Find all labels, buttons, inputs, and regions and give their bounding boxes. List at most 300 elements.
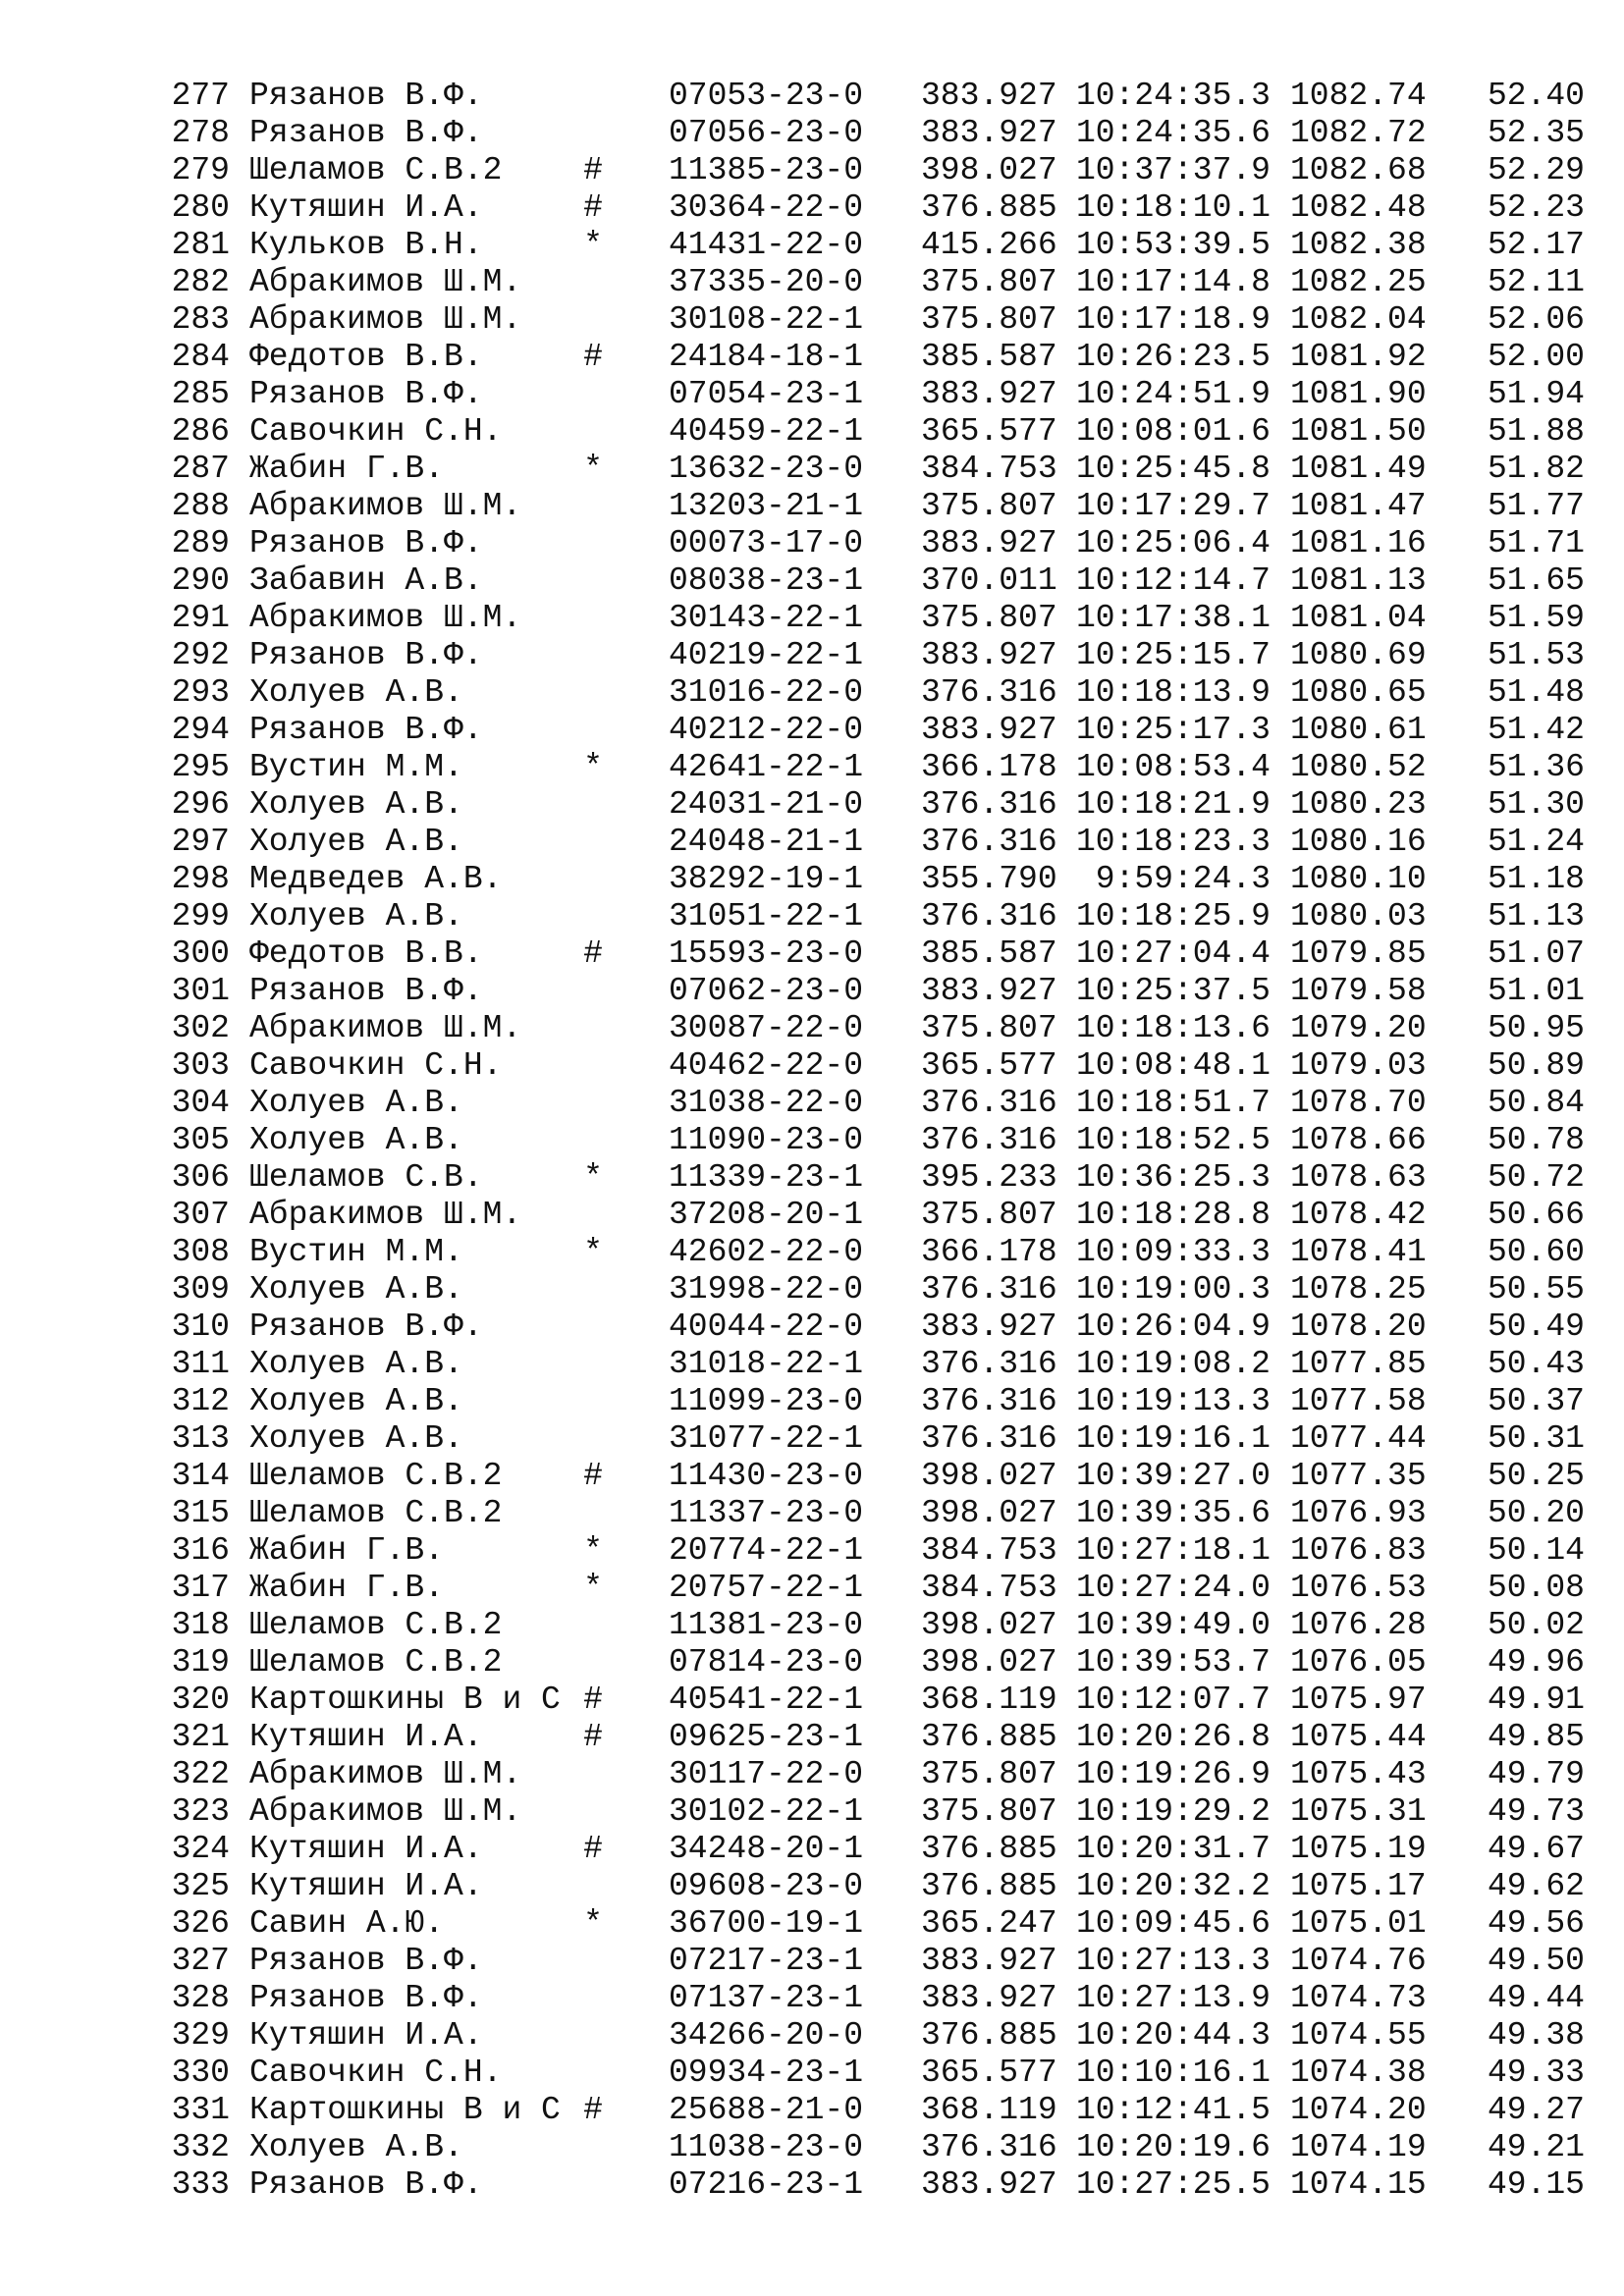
owner-name: Вустин М.М.	[249, 749, 463, 785]
ring-number: 31016-22-0	[669, 674, 864, 711]
distance-km: 383.927	[921, 525, 1057, 561]
place-number: 311	[171, 1346, 230, 1382]
owner-name: Холуев А.В.	[249, 1085, 463, 1121]
arrival-time: 10:09:45.6	[1075, 1905, 1271, 1942]
arrival-time: 10:39:35.6	[1075, 1495, 1271, 1531]
owner-name: Абракимов Ш.М.	[249, 301, 522, 338]
ring-number: 20774-22-1	[669, 1532, 864, 1569]
place-number: 296	[171, 786, 230, 823]
speed-value: 1081.47	[1290, 488, 1427, 524]
coefficient: 49.50	[1487, 1943, 1585, 1979]
place-number: 303	[171, 1047, 230, 1084]
speed-value: 1078.42	[1290, 1197, 1427, 1233]
owner-name: Рязанов В.Ф.	[249, 1980, 483, 2016]
coefficient: 51.59	[1487, 600, 1585, 636]
place-number: 328	[171, 1980, 230, 2016]
place-number: 281	[171, 227, 230, 263]
speed-value: 1077.44	[1290, 1420, 1427, 1457]
place-number: 315	[171, 1495, 230, 1531]
arrival-time: 10:25:45.8	[1075, 451, 1271, 487]
speed-value: 1082.48	[1290, 189, 1427, 226]
ring-number: 25688-21-0	[669, 2092, 864, 2128]
distance-km: 385.587	[921, 339, 1057, 375]
speed-value: 1080.03	[1290, 898, 1427, 934]
owner-name: Рязанов В.Ф.	[249, 376, 483, 412]
marker-symbol: #	[583, 2092, 603, 2128]
speed-value: 1079.85	[1290, 935, 1427, 972]
marker-symbol: *	[583, 1532, 603, 1569]
ring-number: 37335-20-0	[669, 264, 864, 300]
arrival-time: 10:08:01.6	[1075, 413, 1271, 450]
coefficient: 50.84	[1487, 1085, 1585, 1121]
distance-km: 395.233	[921, 1159, 1057, 1196]
ring-number: 07137-23-1	[669, 1980, 864, 2016]
ring-number: 07054-23-1	[669, 376, 864, 412]
owner-name: Шеламов С.В.2	[249, 1607, 503, 1643]
place-number: 333	[171, 2166, 230, 2203]
owner-name: Шеламов С.В.2	[249, 1495, 503, 1531]
distance-km: 385.587	[921, 935, 1057, 972]
owner-name: Савочкин С.Н.	[249, 413, 503, 450]
place-number: 286	[171, 413, 230, 450]
speed-value: 1075.19	[1290, 1831, 1427, 1867]
distance-km: 383.927	[921, 1943, 1057, 1979]
coefficient: 49.73	[1487, 1793, 1585, 1830]
owner-name: Абракимов Ш.М.	[249, 488, 522, 524]
speed-value: 1077.58	[1290, 1383, 1427, 1419]
distance-km: 376.885	[921, 1868, 1057, 1904]
coefficient: 51.36	[1487, 749, 1585, 785]
owner-name: Кутяшин И.А.	[249, 1719, 483, 1755]
distance-km: 376.316	[921, 1383, 1057, 1419]
ring-number: 15593-23-0	[669, 935, 864, 972]
owner-name: Медведев А.В.	[249, 861, 503, 897]
coefficient: 51.71	[1487, 525, 1585, 561]
owner-name: Абракимов Ш.М.	[249, 1010, 522, 1046]
ring-number: 07053-23-0	[669, 78, 864, 114]
coefficient: 50.78	[1487, 1122, 1585, 1158]
arrival-time: 10:19:26.9	[1075, 1756, 1271, 1792]
marker-symbol: #	[583, 1831, 603, 1867]
arrival-time: 10:18:51.7	[1075, 1085, 1271, 1121]
ring-number: 40462-22-0	[669, 1047, 864, 1084]
arrival-time: 10:18:10.1	[1075, 189, 1271, 226]
speed-value: 1081.49	[1290, 451, 1427, 487]
speed-value: 1080.52	[1290, 749, 1427, 785]
arrival-time: 10:19:29.2	[1075, 1793, 1271, 1830]
distance-km: 376.316	[921, 786, 1057, 823]
speed-value: 1079.03	[1290, 1047, 1427, 1084]
distance-km: 376.316	[921, 1085, 1057, 1121]
arrival-time: 10:39:49.0	[1075, 1607, 1271, 1643]
arrival-time: 10:18:25.9	[1075, 898, 1271, 934]
marker-symbol: *	[583, 1234, 603, 1270]
ring-number: 31018-22-1	[669, 1346, 864, 1382]
speed-value: 1078.63	[1290, 1159, 1427, 1196]
speed-value: 1074.55	[1290, 2017, 1427, 2054]
ring-number: 40541-22-1	[669, 1682, 864, 1718]
ring-number: 30143-22-1	[669, 600, 864, 636]
owner-name: Холуев А.В.	[249, 1122, 463, 1158]
marker-symbol: *	[583, 1570, 603, 1606]
arrival-time: 10:17:14.8	[1075, 264, 1271, 300]
marker-symbol: *	[583, 451, 603, 487]
coefficient: 51.07	[1487, 935, 1585, 972]
distance-km: 375.807	[921, 600, 1057, 636]
coefficient: 49.62	[1487, 1868, 1585, 1904]
speed-value: 1074.38	[1290, 2055, 1427, 2091]
arrival-time: 10:27:13.3	[1075, 1943, 1271, 1979]
distance-km: 376.885	[921, 189, 1057, 226]
place-number: 283	[171, 301, 230, 338]
arrival-time: 10:24:35.6	[1075, 115, 1271, 151]
ring-number: 31051-22-1	[669, 898, 864, 934]
speed-value: 1074.15	[1290, 2166, 1427, 2203]
owner-name: Кутяшин И.А.	[249, 1831, 483, 1867]
owner-name: Шеламов С.В.2	[249, 1458, 503, 1494]
ring-number: 20757-22-1	[669, 1570, 864, 1606]
arrival-time: 10:20:32.2	[1075, 1868, 1271, 1904]
arrival-time: 10:12:14.7	[1075, 562, 1271, 599]
arrival-time: 10:12:07.7	[1075, 1682, 1271, 1718]
speed-value: 1078.70	[1290, 1085, 1427, 1121]
distance-km: 375.807	[921, 1793, 1057, 1830]
coefficient: 52.11	[1487, 264, 1585, 300]
coefficient: 49.79	[1487, 1756, 1585, 1792]
owner-name: Жабин Г.В.	[249, 451, 445, 487]
speed-value: 1074.73	[1290, 1980, 1427, 2016]
place-number: 297	[171, 824, 230, 860]
arrival-time: 10:18:13.9	[1075, 674, 1271, 711]
distance-km: 376.316	[921, 2129, 1057, 2165]
coefficient: 50.43	[1487, 1346, 1585, 1382]
ring-number: 00073-17-0	[669, 525, 864, 561]
owner-name: Кутяшин И.А.	[249, 189, 483, 226]
place-number: 290	[171, 562, 230, 599]
ring-number: 24184-18-1	[669, 339, 864, 375]
place-number: 323	[171, 1793, 230, 1830]
owner-name: Шеламов С.В.	[249, 1159, 483, 1196]
arrival-time: 10:24:51.9	[1075, 376, 1271, 412]
arrival-time: 10:39:27.0	[1075, 1458, 1271, 1494]
place-number: 280	[171, 189, 230, 226]
place-number: 279	[171, 152, 230, 188]
place-number: 293	[171, 674, 230, 711]
distance-km: 376.316	[921, 1271, 1057, 1308]
coefficient: 49.85	[1487, 1719, 1585, 1755]
owner-name: Шеламов С.В.2	[249, 1644, 503, 1681]
arrival-time: 10:20:31.7	[1075, 1831, 1271, 1867]
ring-number: 30117-22-0	[669, 1756, 864, 1792]
distance-km: 355.790	[921, 861, 1057, 897]
marker-symbol: *	[583, 1905, 603, 1942]
arrival-time: 9:59:24.3	[1095, 861, 1271, 897]
arrival-time: 10:27:24.0	[1075, 1570, 1271, 1606]
distance-km: 368.119	[921, 2092, 1057, 2128]
place-number: 331	[171, 2092, 230, 2128]
arrival-time: 10:36:25.3	[1075, 1159, 1271, 1196]
distance-km: 383.927	[921, 1308, 1057, 1345]
speed-value: 1076.28	[1290, 1607, 1427, 1643]
arrival-time: 10:24:35.3	[1075, 78, 1271, 114]
distance-km: 383.927	[921, 1980, 1057, 2016]
speed-value: 1078.41	[1290, 1234, 1427, 1270]
speed-value: 1075.43	[1290, 1756, 1427, 1792]
owner-name: Савочкин С.Н.	[249, 1047, 503, 1084]
arrival-time: 10:17:38.1	[1075, 600, 1271, 636]
arrival-time: 10:08:53.4	[1075, 749, 1271, 785]
ring-number: 11381-23-0	[669, 1607, 864, 1643]
place-number: 294	[171, 712, 230, 748]
distance-km: 398.027	[921, 1644, 1057, 1681]
marker-symbol: *	[583, 227, 603, 263]
speed-value: 1077.85	[1290, 1346, 1427, 1382]
place-number: 309	[171, 1271, 230, 1308]
owner-name: Холуев А.В.	[249, 786, 463, 823]
arrival-time: 10:09:33.3	[1075, 1234, 1271, 1270]
arrival-time: 10:19:16.1	[1075, 1420, 1271, 1457]
speed-value: 1082.74	[1290, 78, 1427, 114]
coefficient: 50.60	[1487, 1234, 1585, 1270]
distance-km: 376.316	[921, 824, 1057, 860]
distance-km: 370.011	[921, 562, 1057, 599]
marker-symbol: #	[583, 189, 603, 226]
ring-number: 13203-21-1	[669, 488, 864, 524]
arrival-time: 10:27:18.1	[1075, 1532, 1271, 1569]
distance-km: 383.927	[921, 973, 1057, 1009]
distance-km: 366.178	[921, 749, 1057, 785]
ring-number: 34248-20-1	[669, 1831, 864, 1867]
speed-value: 1074.20	[1290, 2092, 1427, 2128]
distance-km: 383.927	[921, 376, 1057, 412]
owner-name: Холуев А.В.	[249, 674, 463, 711]
arrival-time: 10:25:15.7	[1075, 637, 1271, 673]
marker-symbol: #	[583, 152, 603, 188]
coefficient: 50.49	[1487, 1308, 1585, 1345]
place-number: 314	[171, 1458, 230, 1494]
coefficient: 50.25	[1487, 1458, 1585, 1494]
ring-number: 40459-22-1	[669, 413, 864, 450]
owner-name: Холуев А.В.	[249, 824, 463, 860]
distance-km: 375.807	[921, 1197, 1057, 1233]
speed-value: 1081.13	[1290, 562, 1427, 599]
distance-km: 368.119	[921, 1682, 1057, 1718]
place-number: 291	[171, 600, 230, 636]
coefficient: 51.82	[1487, 451, 1585, 487]
coefficient: 50.95	[1487, 1010, 1585, 1046]
owner-name: Кутяшин И.А.	[249, 1868, 483, 1904]
place-number: 282	[171, 264, 230, 300]
coefficient: 51.65	[1487, 562, 1585, 599]
owner-name: Холуев А.В.	[249, 1420, 463, 1457]
distance-km: 415.266	[921, 227, 1057, 263]
place-number: 285	[171, 376, 230, 412]
ring-number: 37208-20-1	[669, 1197, 864, 1233]
arrival-time: 10:18:21.9	[1075, 786, 1271, 823]
speed-value: 1080.23	[1290, 786, 1427, 823]
owner-name: Рязанов В.Ф.	[249, 115, 483, 151]
arrival-time: 10:17:29.7	[1075, 488, 1271, 524]
distance-km: 398.027	[921, 152, 1057, 188]
ring-number: 30087-22-0	[669, 1010, 864, 1046]
owner-name: Абракимов Ш.М.	[249, 264, 522, 300]
place-number: 295	[171, 749, 230, 785]
arrival-time: 10:10:16.1	[1075, 2055, 1271, 2091]
arrival-time: 10:18:23.3	[1075, 824, 1271, 860]
ring-number: 34266-20-0	[669, 2017, 864, 2054]
coefficient: 49.56	[1487, 1905, 1585, 1942]
owner-name: Холуев А.В.	[249, 898, 463, 934]
ring-number: 13632-23-0	[669, 451, 864, 487]
place-number: 319	[171, 1644, 230, 1681]
marker-symbol: #	[583, 1719, 603, 1755]
speed-value: 1077.35	[1290, 1458, 1427, 1494]
speed-value: 1074.19	[1290, 2129, 1427, 2165]
ring-number: 09608-23-0	[669, 1868, 864, 1904]
coefficient: 51.30	[1487, 786, 1585, 823]
ring-number: 07814-23-0	[669, 1644, 864, 1681]
owner-name: Кутяшин И.А.	[249, 2017, 483, 2054]
coefficient: 49.38	[1487, 2017, 1585, 2054]
arrival-time: 10:18:28.8	[1075, 1197, 1271, 1233]
arrival-time: 10:27:04.4	[1075, 935, 1271, 972]
arrival-time: 10:20:44.3	[1075, 2017, 1271, 2054]
ring-number: 30102-22-1	[669, 1793, 864, 1830]
place-number: 287	[171, 451, 230, 487]
speed-value: 1076.53	[1290, 1570, 1427, 1606]
coefficient: 50.37	[1487, 1383, 1585, 1419]
ring-number: 11038-23-0	[669, 2129, 864, 2165]
owner-name: Жабин Г.В.	[249, 1532, 445, 1569]
coefficient: 49.15	[1487, 2166, 1585, 2203]
owner-name: Забавин А.В.	[249, 562, 483, 599]
ring-number: 07217-23-1	[669, 1943, 864, 1979]
distance-km: 383.927	[921, 2166, 1057, 2203]
place-number: 292	[171, 637, 230, 673]
coefficient: 52.00	[1487, 339, 1585, 375]
speed-value: 1075.97	[1290, 1682, 1427, 1718]
arrival-time: 10:26:23.5	[1075, 339, 1271, 375]
owner-name: Шеламов С.В.2	[249, 152, 503, 188]
ring-number: 42641-22-1	[669, 749, 864, 785]
coefficient: 52.23	[1487, 189, 1585, 226]
owner-name: Савочкин С.Н.	[249, 2055, 503, 2091]
marker-symbol: #	[583, 1458, 603, 1494]
distance-km: 376.885	[921, 2017, 1057, 2054]
coefficient: 51.88	[1487, 413, 1585, 450]
place-number: 289	[171, 525, 230, 561]
arrival-time: 10:25:06.4	[1075, 525, 1271, 561]
ring-number: 11090-23-0	[669, 1122, 864, 1158]
speed-value: 1076.83	[1290, 1532, 1427, 1569]
coefficient: 50.08	[1487, 1570, 1585, 1606]
place-number: 316	[171, 1532, 230, 1569]
place-number: 278	[171, 115, 230, 151]
place-number: 299	[171, 898, 230, 934]
speed-value: 1079.58	[1290, 973, 1427, 1009]
speed-value: 1082.04	[1290, 301, 1427, 338]
distance-km: 376.316	[921, 674, 1057, 711]
speed-value: 1078.25	[1290, 1271, 1427, 1308]
distance-km: 398.027	[921, 1495, 1057, 1531]
owner-name: Холуев А.В.	[249, 1271, 463, 1308]
arrival-time: 10:19:13.3	[1075, 1383, 1271, 1419]
place-number: 308	[171, 1234, 230, 1270]
coefficient: 50.20	[1487, 1495, 1585, 1531]
coefficient: 52.29	[1487, 152, 1585, 188]
coefficient: 51.94	[1487, 376, 1585, 412]
owner-name: Вустин М.М.	[249, 1234, 463, 1270]
speed-value: 1081.50	[1290, 413, 1427, 450]
ring-number: 11337-23-0	[669, 1495, 864, 1531]
arrival-time: 10:08:48.1	[1075, 1047, 1271, 1084]
coefficient: 50.31	[1487, 1420, 1585, 1457]
ring-number: 09934-23-1	[669, 2055, 864, 2091]
coefficient: 50.02	[1487, 1607, 1585, 1643]
coefficient: 50.72	[1487, 1159, 1585, 1196]
place-number: 327	[171, 1943, 230, 1979]
ring-number: 36700-19-1	[669, 1905, 864, 1942]
arrival-time: 10:27:25.5	[1075, 2166, 1271, 2203]
place-number: 301	[171, 973, 230, 1009]
arrival-time: 10:12:41.5	[1075, 2092, 1271, 2128]
ring-number: 30364-22-0	[669, 189, 864, 226]
speed-value: 1082.68	[1290, 152, 1427, 188]
ring-number: 09625-23-1	[669, 1719, 864, 1755]
coefficient: 49.21	[1487, 2129, 1585, 2165]
ring-number: 24031-21-0	[669, 786, 864, 823]
place-number: 277	[171, 78, 230, 114]
coefficient: 51.24	[1487, 824, 1585, 860]
speed-value: 1075.44	[1290, 1719, 1427, 1755]
distance-km: 384.753	[921, 1570, 1057, 1606]
owner-name: Жабин Г.В.	[249, 1570, 445, 1606]
place-number: 284	[171, 339, 230, 375]
marker-symbol: *	[583, 1159, 603, 1196]
speed-value: 1081.16	[1290, 525, 1427, 561]
place-number: 298	[171, 861, 230, 897]
place-number: 313	[171, 1420, 230, 1457]
speed-value: 1082.38	[1290, 227, 1427, 263]
place-number: 310	[171, 1308, 230, 1345]
arrival-time: 10:20:26.8	[1075, 1719, 1271, 1755]
speed-value: 1078.66	[1290, 1122, 1427, 1158]
ring-number: 40212-22-0	[669, 712, 864, 748]
coefficient: 51.53	[1487, 637, 1585, 673]
speed-value: 1081.04	[1290, 600, 1427, 636]
place-number: 288	[171, 488, 230, 524]
ring-number: 40219-22-1	[669, 637, 864, 673]
marker-symbol: *	[583, 749, 603, 785]
distance-km: 375.807	[921, 301, 1057, 338]
coefficient: 49.33	[1487, 2055, 1585, 2091]
ring-number: 24048-21-1	[669, 824, 864, 860]
distance-km: 365.577	[921, 413, 1057, 450]
place-number: 304	[171, 1085, 230, 1121]
coefficient: 49.91	[1487, 1682, 1585, 1718]
arrival-time: 10:18:13.6	[1075, 1010, 1271, 1046]
owner-name: Абракимов Ш.М.	[249, 1793, 522, 1830]
owner-name: Рязанов В.Ф.	[249, 712, 483, 748]
place-number: 321	[171, 1719, 230, 1755]
speed-value: 1080.61	[1290, 712, 1427, 748]
arrival-time: 10:37:37.9	[1075, 152, 1271, 188]
marker-symbol: #	[583, 1682, 603, 1718]
owner-name: Картошкины В и С	[249, 1682, 561, 1718]
arrival-time: 10:26:04.9	[1075, 1308, 1271, 1345]
coefficient: 51.01	[1487, 973, 1585, 1009]
speed-value: 1081.90	[1290, 376, 1427, 412]
